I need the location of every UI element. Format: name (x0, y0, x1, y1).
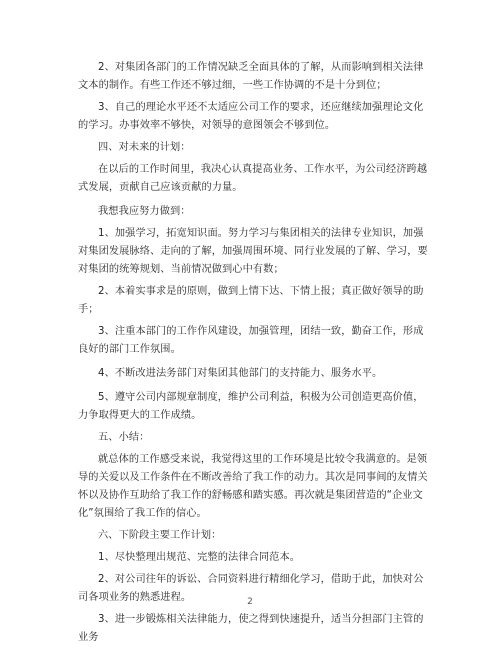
section-heading-summary: 五、小结： (98, 432, 150, 443)
paragraph-plan-2: 2、对公司往年的诉讼、合同资料进行精细化学习，借助于此，加快对公司各项业务的熟悉进程。 (78, 574, 424, 603)
paragraph-goal-3: 3、注重本部门的工作作风建设，加强管理，团结一致，勤奋工作，形成良好的部门工作氛围。 (78, 326, 424, 355)
paragraph-plan-3: 3、进一步锻炼相关法律能力，使之得到快速提升，适当分担部门主管的业务 (78, 614, 424, 643)
paragraph-summary: 就总体的工作感受来说，我觉得这里的工作环境是比较令我满意的。是领导的关爱以及工作条件在不断改善给了我工作的动力。其次是同事间的友情关怀以及协作互助给了我工作的舒畅感和踏实感。再次就是集团营造的“企业文化”氛围给了我工作的信心。 (78, 454, 428, 519)
paragraph-goals-intro: 我想我应努力做到： (98, 206, 191, 217)
paragraph-plan-1: 1、尽快整理出规范、完整的法律合同范本。 (98, 552, 301, 563)
paragraph-future-intro: 在以后的工作时间里，我决心认真提高业务、工作水平，为公司经济跨越式发展，贡献自己应该贡献的力量。 (78, 164, 428, 193)
paragraph-goal-5: 5、遵守公司内部规章制度，维护公司利益，积极为公司创造更高价值，力争取得更大的工作成绩。 (78, 392, 424, 421)
section-heading-next-plan: 六、下阶段主要工作计划： (98, 530, 222, 541)
section-heading-future-plan: 四、对未来的计划： (98, 142, 191, 153)
paragraph-goal-2: 2、本着实事求是的原则，做到上情下达、下情上报；真正做好领导的助手； (78, 286, 424, 315)
page-number: 2 (247, 597, 253, 607)
paragraph-goal-1: 1、加强学习，拓宽知识面。努力学习与集团相关的法律专业知识，加强对集团发展脉络、走向的了解，加强周围环境、同行业发展的了解、学习，要对集团的统筹规划、当前情况做到心中有数； (78, 228, 428, 275)
document-body (78, 59, 430, 647)
paragraph-problem-2: 2、对集团各部门的工作情况缺乏全面具体的了解，从而影响到相关法律文本的制作。有些工作还不够过细，一些工作协调的不是十分到位； (78, 62, 424, 91)
paragraph-goal-4: 4、不断改进法务部门对集团其他部门的支持能力、服务水平。 (98, 368, 383, 379)
paragraph-problem-3: 3、自己的理论水平还不太适应公司工作的要求，还应继续加强理论文化的学习。办事效率不够快，对领导的意图领会不够到位。 (78, 102, 424, 131)
